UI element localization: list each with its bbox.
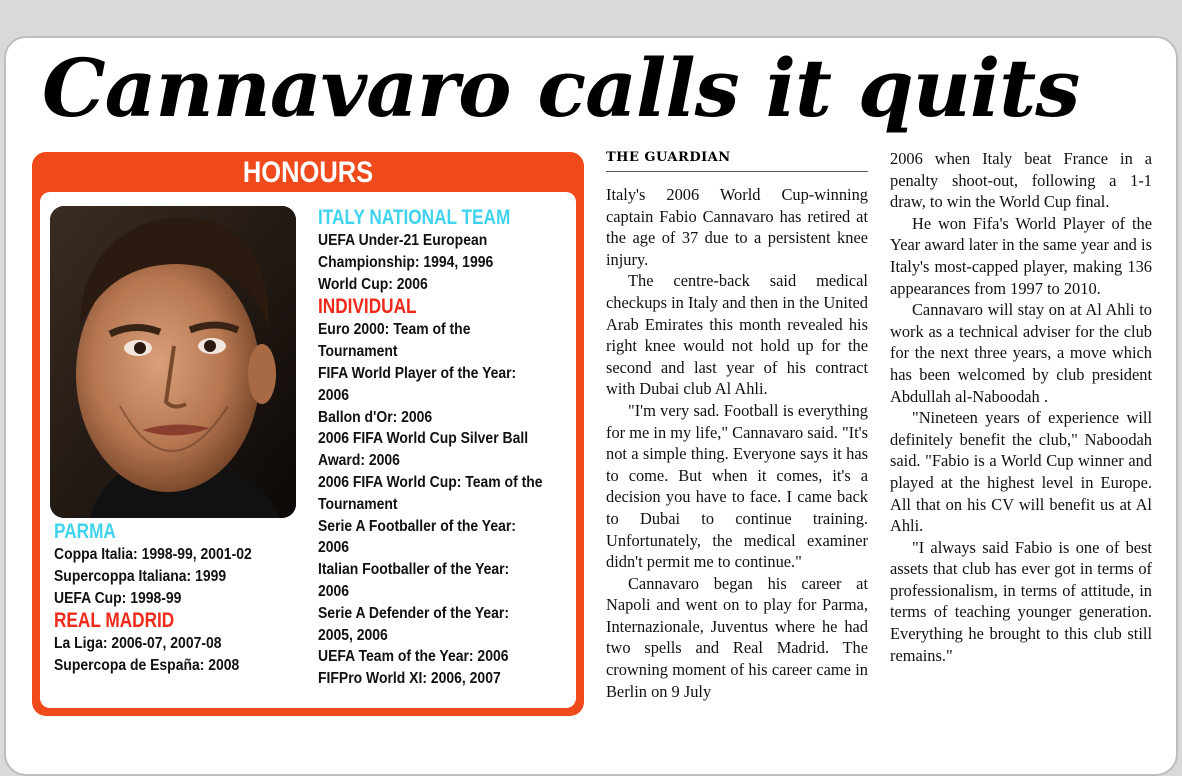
parma-item: UEFA Cup: 1998-99 (54, 589, 182, 607)
parma-heading: PARMA (54, 520, 116, 543)
article-column-1 (606, 184, 868, 702)
paragraph: "I always said Fabio is one of best assets that club has ever got in terms of professionalism, in terms of attitude, in terms of teaching younger generation. Everything he brought to this club still remains." (890, 537, 1152, 665)
real-madrid-heading: REAL MADRID (54, 609, 175, 633)
article-column-2 (890, 148, 1152, 666)
individual-line: Serie A Defender of the Year: (318, 604, 509, 622)
club-honours (54, 520, 304, 677)
paragraph: 2006 when Italy beat France in a penalty shoot-out, following a 1-1 draw, to win the World Cup final. (890, 149, 1152, 212)
honours-title: HONOURS (242, 156, 374, 189)
paragraph: Cannavaro will stay on at Al Ahli to work as a technical adviser for the club for the next three years, a move which has been welcomed by club president Abdullah al-Naboodah . (890, 300, 1152, 406)
headline: Cannavaro calls it quits (42, 41, 1080, 135)
individual-line: FIFA World Player of the Year: (318, 364, 517, 382)
individual-line: 2006 FIFA World Cup Silver Ball (318, 430, 529, 448)
national-and-individual-honours (318, 206, 574, 690)
real-madrid-item: La Liga: 2006-07, 2007-08 (54, 635, 222, 653)
individual-line: 2005, 2006 (318, 626, 388, 644)
individual-line: Italian Footballer of the Year: (318, 561, 510, 579)
paragraph: The centre-back said medical checkups in Italy and then in the United Arab Emirates this month revealed his right knee would not hold up for the second and last year of his contract with Dubai club Al Ahli. (606, 271, 868, 399)
parma-item: Coppa Italia: 1998-99, 2001-02 (54, 546, 252, 563)
individual-line: 2006 (318, 582, 350, 600)
paragraph: Italy's 2006 World Cup-winning captain Fabio Cannavaro has retired at the age of 37 due to a persistent knee injury. (606, 185, 868, 269)
individual-line: Award: 2006 (318, 452, 400, 470)
parma-item: Supercoppa Italiana: 1999 (54, 567, 227, 585)
newspaper-clipping (4, 36, 1178, 776)
paragraph: Cannavaro began his career at Napoli and went on to play for Parma, Internazionale, Juventus where he had two spells and Real Madrid. The crowning moment of his career came in Berlin on 9 July (606, 573, 868, 701)
player-photo-illustration (50, 206, 296, 518)
individual-line: 2006 (318, 539, 350, 557)
byline: THE GUARDIAN (606, 150, 868, 172)
player-photo (50, 206, 296, 518)
individual-line: 2006 (318, 386, 350, 404)
paragraph: "I'm very sad. Football is everything for me in my life," Cannavaro said. "It's not a simple thing. Everyone says it has to come. But when it comes, it's a decision you have to face. I came back to Dubai to continue training. Unfortunately, the medical examiner didn't permit me to continue." (606, 400, 868, 572)
paragraph: "Nineteen years of experience will definitely benefit the club," Naboodah said. "Fabio is a World Cup winner and played at the highest level in Europe. All that on his CV will benefit us at Al Ahli. (890, 408, 1152, 536)
individual-line: Tournament (318, 495, 398, 513)
individual-line: Ballon d'Or: 2006 (318, 408, 433, 426)
italy-line: Championship: 1994, 1996 (318, 253, 494, 271)
honours-box (32, 152, 584, 716)
individual-line: Tournament (318, 343, 398, 361)
individual-line: 2006 FIFA World Cup: Team of the (318, 473, 543, 491)
italy-line: UEFA Under-21 European (318, 232, 488, 249)
real-madrid-item: Supercopa de España: 2008 (54, 657, 240, 675)
individual-line: FIFPro World XI: 2006, 2007 (318, 670, 501, 688)
honours-inner (40, 192, 576, 708)
individual-line: UEFA Team of the Year: 2006 (318, 648, 509, 666)
paragraph: He won Fifa's World Player of the Year award later in the same year and is Italy's most-capped player, making 136 appearances from 1997 to 2010. (890, 213, 1152, 298)
individual-heading: INDIVIDUAL (318, 295, 417, 319)
individual-line: Serie A Footballer of the Year: (318, 517, 516, 535)
individual-line: Euro 2000: Team of the (318, 321, 471, 339)
italy-heading: ITALY NATIONAL TEAM (318, 206, 511, 229)
italy-line: World Cup: 2006 (318, 275, 428, 293)
